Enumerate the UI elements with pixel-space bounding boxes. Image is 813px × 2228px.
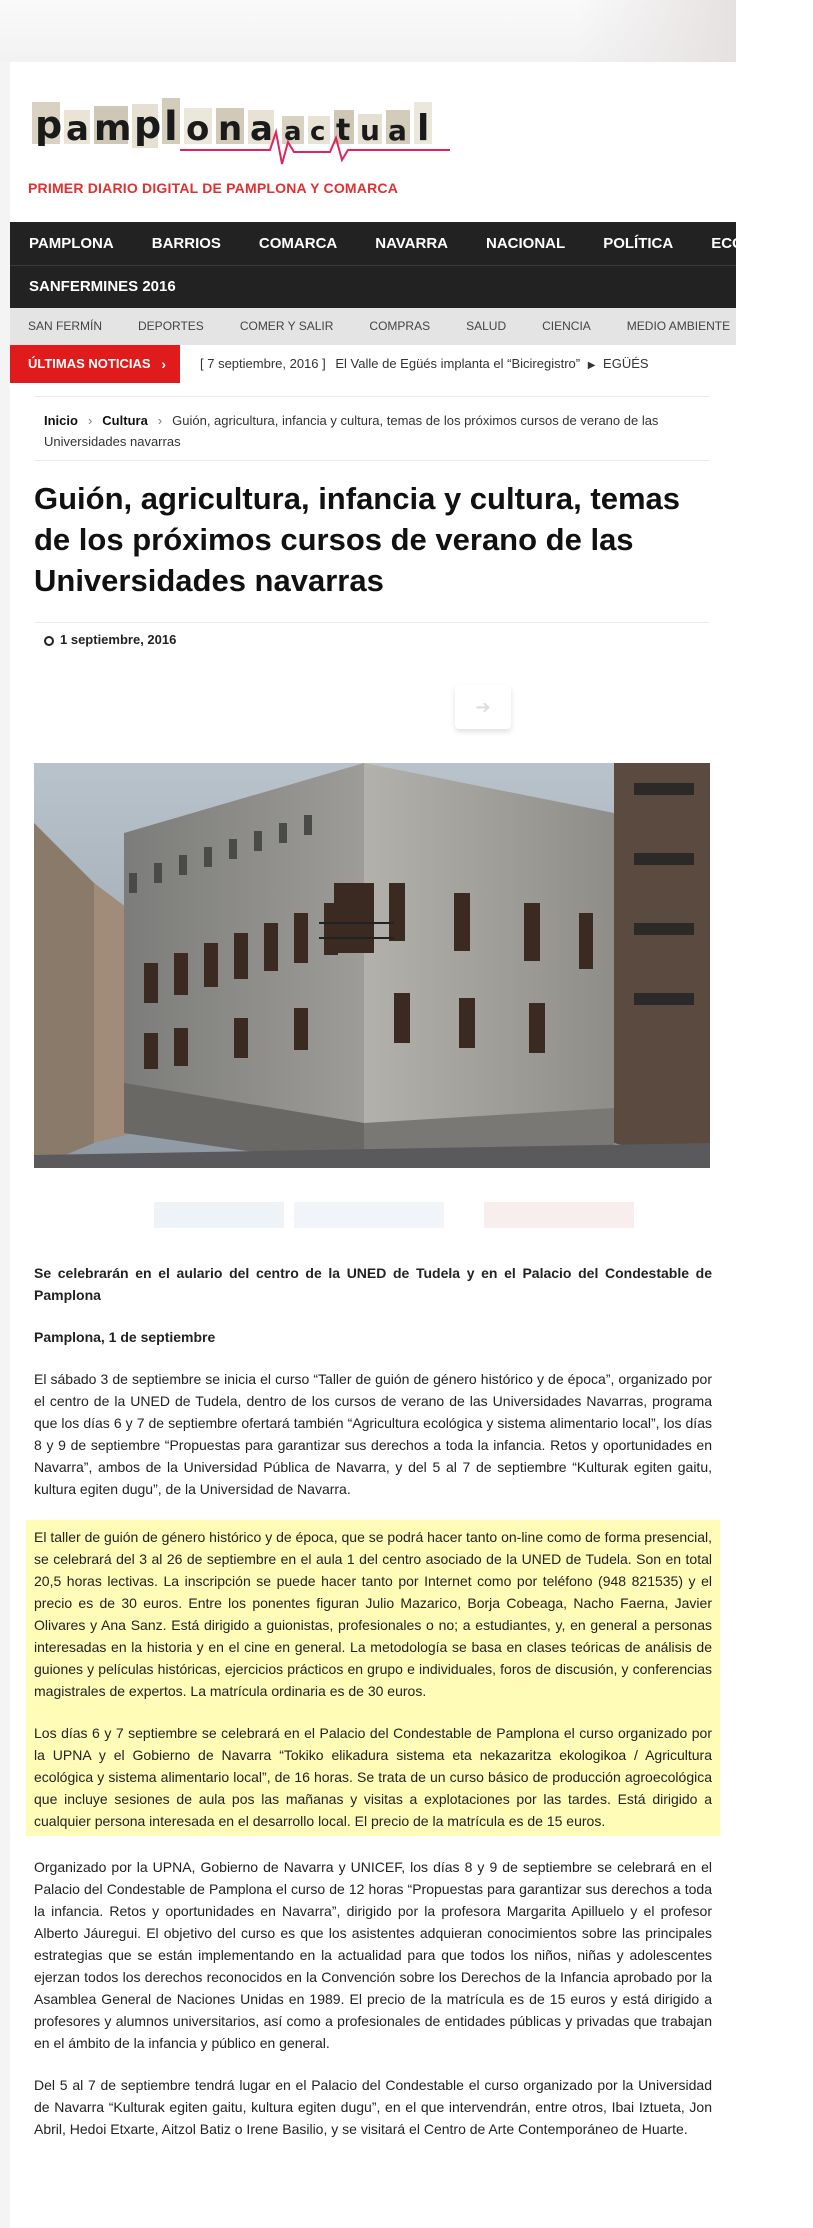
breadcrumb-bottom-divider [34,460,710,461]
ticker-label [10,345,180,383]
article-paragraph-1: El sábado 3 de septiembre se inicia el curso “Taller de guión de género histórico y de época”, organizado por el centro de la UNED de Tudela, dentro de los cursos de verano de las Universidades Navarras, programa que los días 6 y 7 de septiembre ofertará también “Agricultura ecológica y sistema alimentario local”, los días 8 y 9 de septiembre “Propuestas para garantizar sus derechos a toda la infancia. Retos y oportunidades en Navarra”, ambos de la Universidad Pública de Navarra, y del 5 al 7 de septiembre “Kulturak egiten gaitu, kultura egiten dugu”, de la Universidad de Navarra. [34,1371,712,1497]
svg-text:t: t [336,113,351,148]
main-navigation [10,222,794,308]
svg-text:p: p [35,103,63,147]
ticker-label-text: ÚLTIMAS NOTICIAS [28,356,151,371]
svg-text:u: u [360,114,380,147]
article-meta [44,632,176,647]
nav-row-2 [10,265,195,308]
breadcrumb [44,410,694,452]
nav-item-barrios[interactable]: BARRIOS [151,235,221,252]
article-paragraph-4: Organizado por la UPNA, Gobierno de Navarra y UNICEF, los días 8 y 9 de septiembre se celebrará en el Palacio del Condestable de Pamplona el curso de 12 horas “Propuestas para garantizar sus derechos a toda la infancia. Retos y oportunidades en Navarra”, dirigido por la profesora Margarita Apilluelo y el profesor Alberto Jáuregui. El objetivo del curso es que los asistentes adquieran conocimientos sobre las principales estrategias que se están implementando en la actualidad para que todos los niños, niñas y adolescentes ejerzan todos los derechos reconocidos en la Convención sobre los Derechos de la Infancia aprobado por la Asamblea General de Naciones Unidas en 1989. El precio de la matrícula es de 15 euros y está dirigido a profesores y alumnos universitarios, así como a profesionales de entidades públicas y privadas que trabajan en el ámbito de la infancia y público en general. [34,1859,712,2051]
nav-item-pamplona[interactable]: PAMPLONA [29,235,114,252]
triangle-right-icon: ▶ [587,360,596,371]
article-date: 1 septiembre, 2016 [60,632,177,647]
subnav-item-ciencia[interactable]: CIENCIA [542,319,591,333]
article-lead: Se celebrarán en el aulario del centro de la UNED de Tudela y en el Palacio del Condestable de Pamplona [34,1265,712,1303]
secondary-navigation [10,308,736,345]
subnav-item-deportes[interactable]: DEPORTES [138,319,204,333]
breadcrumb-section[interactable]: Cultura [102,413,148,428]
article-image [34,763,710,1168]
nav-item-sanfermines[interactable]: SANFERMINES 2016 [29,278,176,295]
site-logo[interactable] [30,80,460,170]
article-paragraph-2: El taller de guión de género histórico y de época, que se podrá hacer tanto on-line como de forma presencial, se celebrará del 3 al 26 de septiembre en el aula 1 del centro asociado de la UNED de Tudela. Son en total 20,5 horas lectivas. La inscripción se puede hacer tanto por Internet como por teléfono (948 821535) y el precio es de 30 euros. Entre los ponentes figuran Julio Mazarico, Borja Cobeaga, Nacho Faerna, Javier Olivares y Ana Sanz. Está dirigido a guionistas, profesionales o no; a estudiantes, y, en general a personas interesadas en la historia y en el cine en general. La metodología se basa en clases teóricas de análisis de guiones y películas históricas, ejercicios prácticos en grupo e individuales, foros de discusión, y conferencias magistrales de expertos. La matrícula ordinaria es de 30 euros. [34,1529,712,1699]
nav-item-navarra[interactable]: NAVARRA [375,235,449,252]
palacio-condestable-photo [34,763,710,1168]
svg-text:a: a [250,109,273,149]
svg-text:a: a [388,114,407,147]
article-title: Guión, agricultura, infancia y cultura, temas de los próximos cursos de verano de las Universidades navarras [34,481,680,598]
nav-item-nacional[interactable]: NACIONAL [486,235,566,252]
subnav-item-compras[interactable]: COMPRAS [369,319,431,333]
nav-item-politica[interactable]: POLÍTICA [603,235,674,252]
svg-text:n: n [218,109,243,149]
svg-text:l: l [164,104,178,150]
ticker-category[interactable]: EGÜÉS [603,356,649,371]
svg-text:m: m [94,108,132,149]
breadcrumb-home[interactable]: Inicio [44,413,78,428]
svg-text:l: l [417,108,430,149]
site-header [10,62,736,222]
nav-row-1 [10,222,813,265]
highlighted-block [26,1520,720,1836]
article-place: Pamplona, 1 de septiembre [34,1329,216,1345]
subnav-item-salud[interactable]: SALUD [466,319,507,333]
svg-text:a: a [66,109,89,149]
subnav-item-medio-ambiente[interactable]: MEDIO AMBIENTE [626,319,731,333]
article-body [34,1262,712,2160]
next-arrow-button[interactable]: ➔ [455,685,511,729]
pamplona-actual-logo [30,80,460,170]
left-gutter [0,62,10,2228]
chevron-right-icon: › [157,413,163,428]
chevron-right-icon: › [161,356,166,372]
nav-item-economia[interactable]: ECONOMÍA [711,235,794,252]
browser-top-strip [0,0,736,62]
svg-text:c: c [310,117,326,147]
ticker-item[interactable] [200,345,649,385]
article-paragraph-5: Del 5 al 7 de septiembre tendrá lugar en el Palacio del Condestable el curso organizado por la Universidad de Navarra “Kulturak egiten gaitu, kultura egiten dugu”, en el que intervendrán, entre otros, Ibai Iztueta, Jon Abril, Hedoi Etxarte, Aitzol Batiz o Irene Basilio, y se visitará el Centro de Arte Contemporáneo de Huarte. [34,2077,712,2137]
nav-item-comarca[interactable]: COMARCA [258,235,338,252]
site-tagline: PRIMER DIARIO DIGITAL DE PAMPLONA Y COMARCA [28,180,399,196]
news-ticker [10,345,736,383]
svg-text:a: a [284,117,302,147]
subnav-item-san-fermin[interactable]: SAN FERMÍN [28,319,103,333]
ad-strip [34,1198,710,1232]
svg-text:o: o [186,109,210,149]
ticker-date: [ 7 septiembre, 2016 ] [200,356,326,371]
faded-ad-banner [34,1198,710,1232]
breadcrumb-current: Guión, agricultura, infancia y cultura, temas de los próximos cursos de verano de las Universidades navarras [44,413,659,449]
subnav-item-comer-y-salir[interactable]: COMER Y SALIR [239,319,334,333]
article-paragraph-3: Los días 6 y 7 septiembre se celebrará en el Palacio del Condestable de Pamplona el curso organizado por la UPNA y el Gobierno de Navarra “Tokiko elikadura sistema eta nekazaritza ekologikoa / Agricultura ecológica y sistema alimentario local”, de 16 horas. Se trata de un curso básico de producción agroecológica que incluye sesiones de aula pos las mañanas y visitas a explotaciones por las tardes. Está dirigido a cualquier persona interesada en el desarrollo local. El precio de la matrícula es de 15 euros. [34,1725,712,1829]
chevron-right-icon: › [87,413,93,428]
ticker-headline[interactable]: El Valle de Egüés implanta el “Biciregistro” [335,356,581,371]
meta-divider [34,622,710,623]
clock-icon [44,636,54,646]
breadcrumb-top-divider [34,396,710,397]
svg-text:p: p [134,103,162,147]
